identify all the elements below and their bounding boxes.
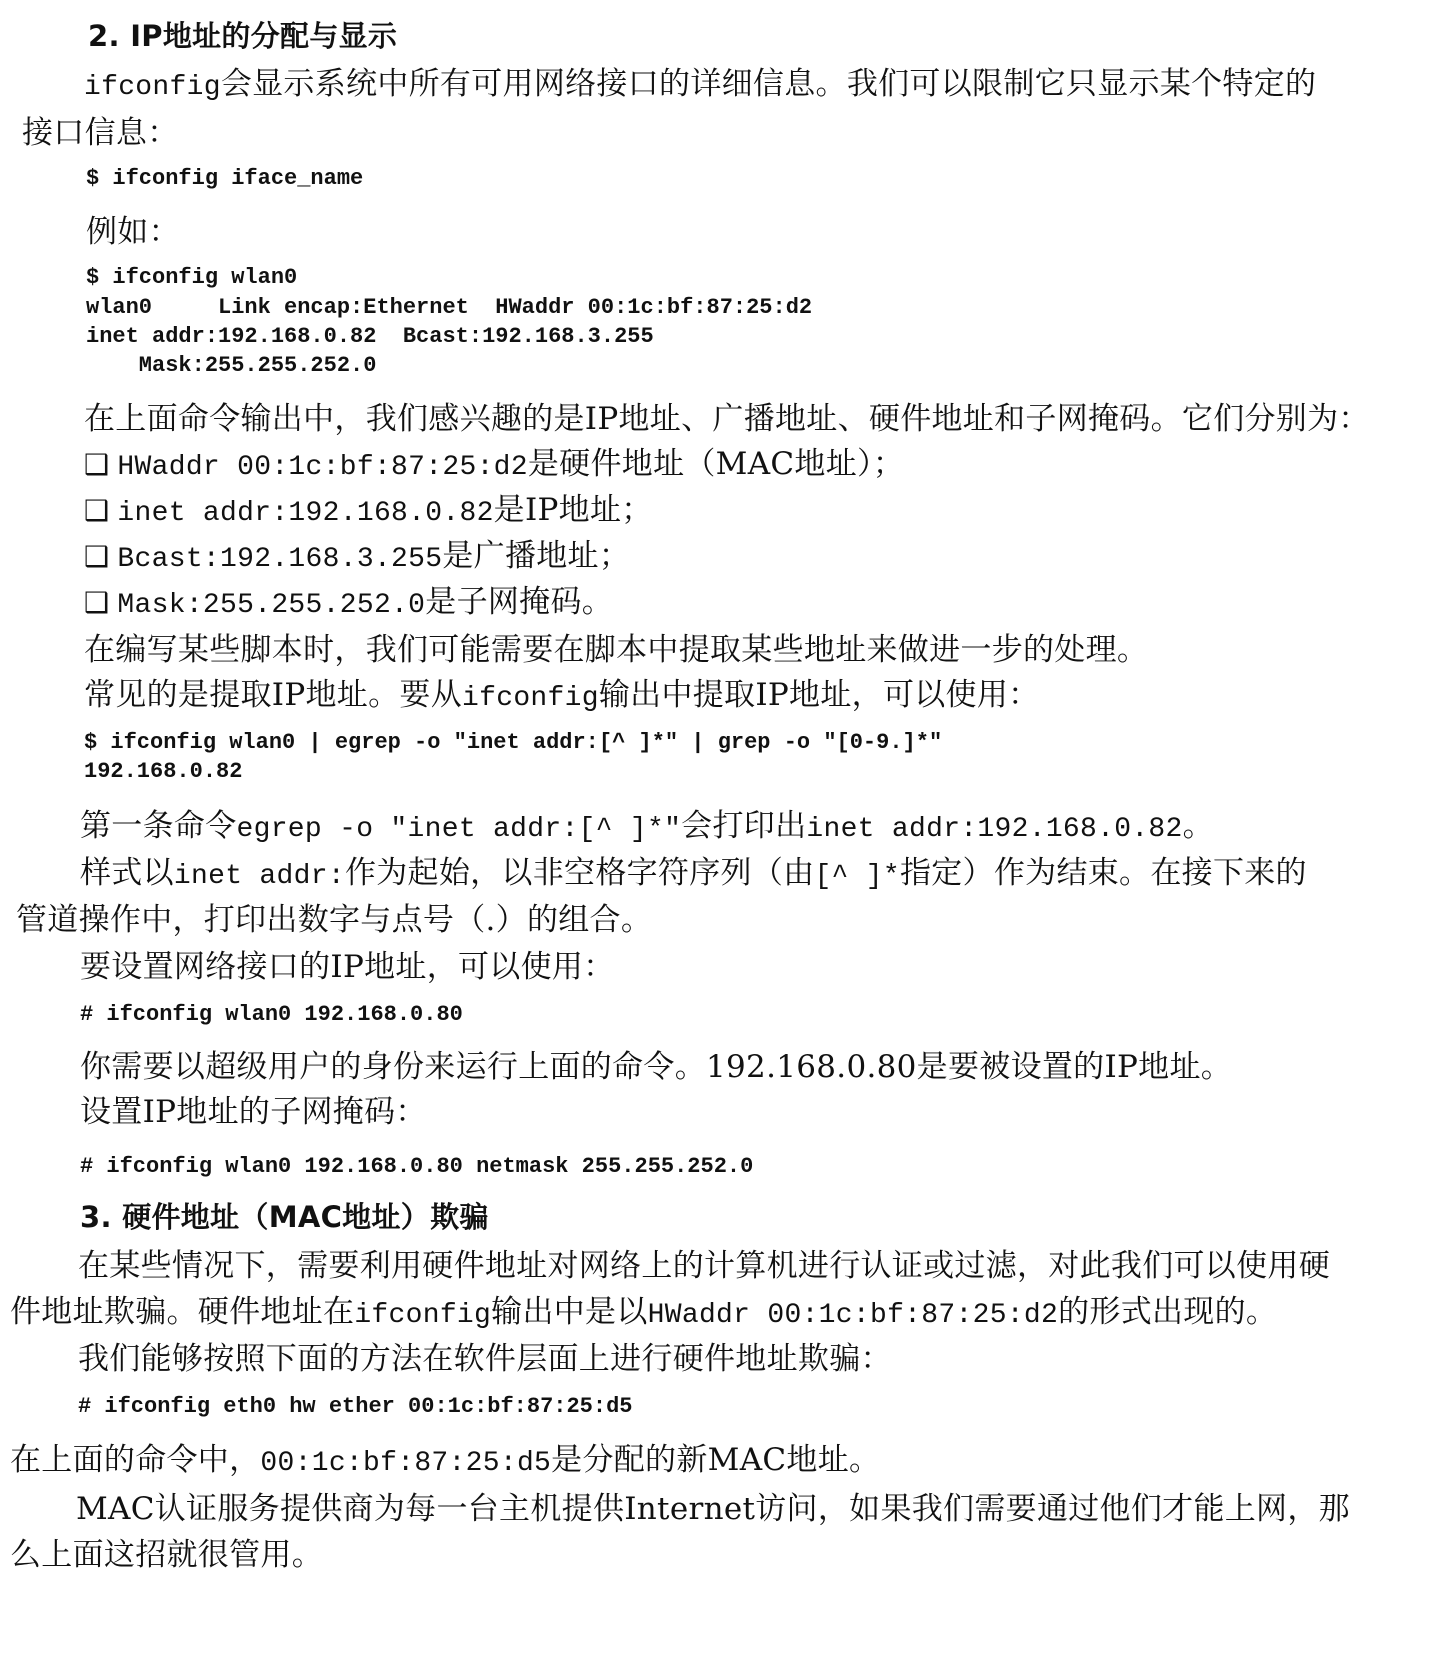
inline-code: [^ ]*	[814, 861, 900, 892]
inline-code: ifconfig	[462, 683, 599, 714]
bullet-item	[84, 444, 904, 488]
code-command: # ifconfig eth0 hw ether 00:1c:bf:87:25:d5	[78, 1394, 633, 1419]
code-command: $ ifconfig wlan0 | egrep -o "inet addr:[^ ]*" | grep -o "[0-9.]*"	[84, 730, 943, 755]
inline-code: Mask:255.255.252.0	[117, 590, 426, 621]
text: 会打印出	[681, 808, 807, 844]
code-command: # ifconfig wlan0 192.168.0.80	[80, 1002, 463, 1027]
bullet-item	[84, 490, 653, 534]
paragraph-line	[10, 1292, 1277, 1336]
text: 输出中是以	[491, 1294, 648, 1330]
paragraph-line: 例如：	[86, 214, 180, 250]
inline-code: Bcast:192.168.3.255	[117, 544, 443, 575]
inline-code: HWaddr 00:1c:bf:87:25:d2	[117, 452, 528, 483]
paragraph-line: 管道操作中，打印出数字与点号（.）的组合。	[16, 902, 653, 938]
code-output: inet addr:192.168.0.82 Bcast:192.168.3.255	[86, 324, 654, 349]
inline-code: inet addr:192.168.0.82	[806, 814, 1183, 845]
text: 是子网掩码。	[425, 584, 614, 620]
section-heading-ip: 2. IP地址的分配与显示	[88, 19, 398, 53]
text: 。	[1182, 808, 1214, 844]
paragraph-line: 你需要以超级用户的身份来运行上面的命令。192.168.0.80是要被设置的IP地址。	[80, 1049, 1233, 1085]
bullet-item	[84, 582, 613, 626]
inline-code: egrep -o "inet addr:[^ ]*"	[236, 814, 682, 845]
text: 第一条命令	[80, 808, 237, 844]
text: 是硬件地址（MAC地址）；	[527, 446, 905, 482]
text: 的形式出现的。	[1058, 1294, 1278, 1330]
text: 是分配的新MAC地址。	[551, 1442, 881, 1478]
paragraph-line	[10, 1440, 880, 1484]
paragraph-line	[84, 64, 1316, 108]
paragraph-line: 么上面这招就很管用。	[10, 1537, 323, 1573]
code-command: $ ifconfig wlan0	[86, 265, 298, 290]
text: 作为起始，以非空格字符序列（由	[344, 855, 815, 891]
section-heading-mac: 3. 硬件地址（MAC地址）欺骗	[80, 1200, 489, 1234]
code-output: Mask:255.255.252.0	[86, 353, 377, 378]
inline-code: HWaddr 00:1c:bf:87:25:d2	[647, 1300, 1059, 1331]
inline-code: ifconfig	[84, 72, 221, 103]
text: 在上面的命令中，	[10, 1442, 261, 1478]
paragraph-line: 接口信息：	[22, 115, 179, 151]
paragraph-line	[84, 675, 1039, 719]
checkbox-bullet-icon: ❑	[84, 586, 110, 619]
checkbox-bullet-icon: ❑	[84, 540, 110, 573]
paragraph-line: 设置IP地址的子网掩码：	[80, 1094, 427, 1130]
paragraph-line: 在某些情况下，需要利用硬件地址对网络上的计算机进行认证或过滤，对此我们可以使用硬	[78, 1248, 1330, 1284]
text: 输出中提取IP地址，可以使用：	[598, 677, 1040, 713]
text: 会显示系统中所有可用网络接口的详细信息。我们可以限制它只显示某个特定的	[220, 66, 1317, 102]
text: 是广播地址；	[442, 538, 631, 574]
text: 是IP地址；	[493, 492, 653, 528]
code-command: $ ifconfig iface_name	[86, 166, 364, 191]
inline-code: inet addr:	[173, 861, 345, 892]
checkbox-bullet-icon: ❑	[84, 494, 110, 527]
paragraph-line: 在编写某些脚本时，我们可能需要在脚本中提取某些地址来做进一步的处理。	[84, 632, 1149, 668]
code-output: 192.168.0.82	[84, 759, 243, 784]
paragraph-line	[80, 853, 1307, 897]
paragraph-line: MAC认证服务提供商为每一台主机提供Internet访问，如果我们需要通过他们才能上网，那	[76, 1491, 1350, 1527]
inline-code: inet addr:192.168.0.82	[117, 498, 494, 529]
text: 指定）作为结束。在接下来的	[899, 855, 1307, 891]
code-output: wlan0 Link encap:Ethernet HWaddr 00:1c:bf:87:25:d2	[86, 295, 813, 320]
code-command: # ifconfig wlan0 192.168.0.80 netmask 255.255.252.0	[80, 1154, 754, 1179]
text: 样式以	[80, 855, 174, 891]
checkbox-bullet-icon: ❑	[84, 448, 110, 481]
inline-code: ifconfig	[354, 1300, 492, 1331]
text: 件地址欺骗。硬件地址在	[10, 1294, 355, 1330]
text: 常见的是提取IP地址。要从	[84, 677, 463, 713]
paragraph-line: 要设置网络接口的IP地址，可以使用：	[80, 949, 615, 985]
inline-code: 00:1c:bf:87:25:d5	[260, 1448, 552, 1479]
paragraph-line: 在上面命令输出中，我们感兴趣的是IP地址、广播地址、硬件地址和子网掩码。它们分别为：	[84, 401, 1370, 437]
paragraph-line: 我们能够按照下面的方法在软件层面上进行硬件地址欺骗：	[78, 1341, 892, 1377]
bullet-item	[84, 536, 630, 580]
paragraph-line	[80, 806, 1214, 850]
